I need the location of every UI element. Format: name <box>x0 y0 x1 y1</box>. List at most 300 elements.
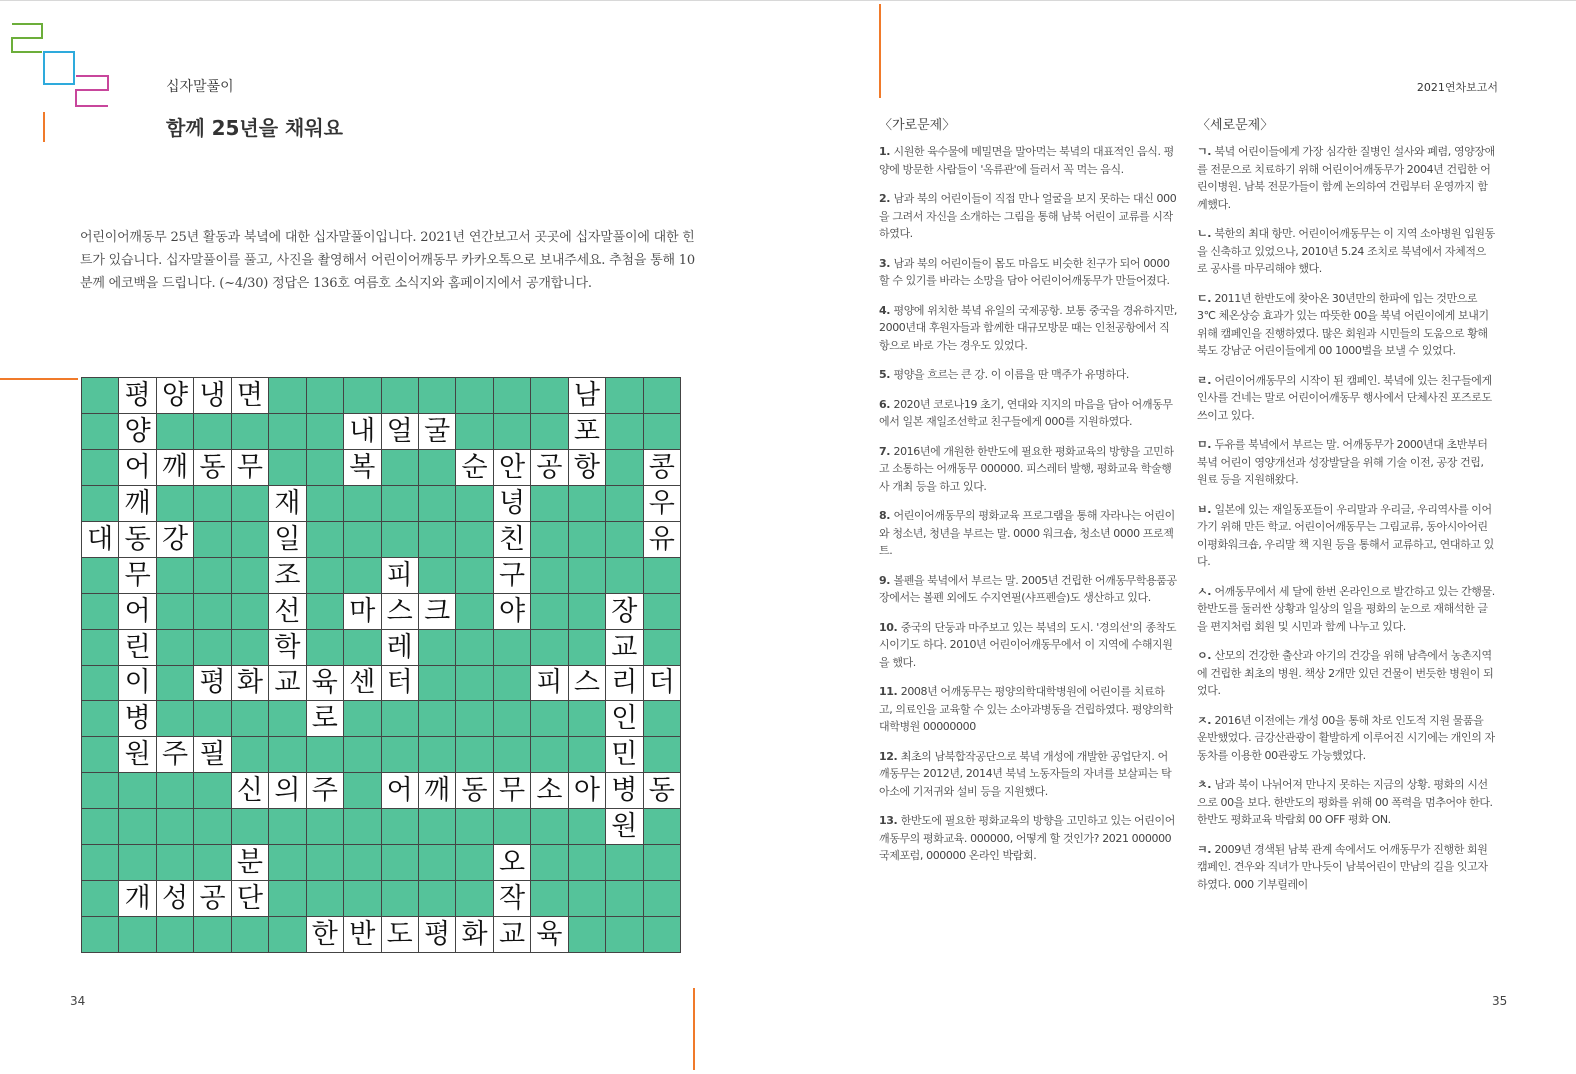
clue-text: 남과 북의 어린이들이 직접 만나 얼굴을 보지 못하는 대신 000을 그려서 자신을 소개하는 그림을 통해 남북 어린이 교류를 시작하였다. <box>879 192 1177 240</box>
grid-cell-letter: 교 <box>269 666 305 701</box>
grid-cell-empty <box>269 881 305 916</box>
grid-cell-empty <box>232 522 268 557</box>
grid-cell-letter: 학 <box>269 630 305 665</box>
down-clue-list <box>1197 143 1495 905</box>
grid-cell-empty <box>344 737 380 772</box>
clue-number: ㅋ. <box>1197 842 1215 856</box>
clue-number: 11. <box>879 685 901 698</box>
grid-cell-empty <box>569 558 605 593</box>
clue-text: 두유를 북녘에서 부르는 말. 어깨동무가 2000년대 초반부터 북녘 어린이 영양개선과 성장발달을 위해 기술 이전, 공장 건립, 원료 등을 지원해왔다. <box>1197 438 1488 486</box>
grid-cell-empty <box>644 917 680 952</box>
grid-cell-empty <box>644 701 680 736</box>
grid-cell-letter: 야 <box>494 594 530 629</box>
across-clue <box>879 748 1177 801</box>
grid-cell-empty <box>382 737 418 772</box>
top-border <box>0 0 1576 1</box>
grid-cell-empty <box>419 881 455 916</box>
grid-cell-empty <box>494 414 530 449</box>
grid-cell-letter: 내 <box>344 414 380 449</box>
grid-cell-letter: 동 <box>456 773 492 808</box>
across-heading: 〈가로문제〉 <box>879 118 956 133</box>
grid-cell-empty <box>644 558 680 593</box>
grid-cell-empty <box>194 486 230 521</box>
grid-cell-letter: 굴 <box>419 414 455 449</box>
grid-cell-empty <box>606 414 642 449</box>
grid-cell-letter: 교 <box>606 630 642 665</box>
grid-cell-empty <box>82 666 118 701</box>
grid-cell-letter: 얼 <box>382 414 418 449</box>
grid-cell-empty <box>569 845 605 880</box>
grid-cell-empty <box>194 414 230 449</box>
grid-cell-empty <box>419 701 455 736</box>
grid-cell-empty <box>494 737 530 772</box>
grid-cell-letter: 육 <box>307 666 343 701</box>
grid-cell-empty <box>569 522 605 557</box>
grid-cell-empty <box>82 737 118 772</box>
grid-cell-empty <box>344 881 380 916</box>
grid-cell-empty <box>456 522 492 557</box>
grid-cell-letter: 더 <box>644 666 680 701</box>
across-clue-list <box>879 143 1177 877</box>
grid-cell-empty <box>531 881 567 916</box>
grid-cell-letter: 병 <box>606 773 642 808</box>
grid-cell-empty <box>606 450 642 485</box>
grid-cell-empty <box>494 630 530 665</box>
clue-number: ㄹ. <box>1197 373 1215 387</box>
grid-cell-letter: 공 <box>531 450 567 485</box>
grid-cell-letter: 항 <box>569 450 605 485</box>
across-clue <box>879 619 1177 672</box>
grid-cell-letter: 민 <box>606 737 642 772</box>
clue-number: 4. <box>879 303 894 317</box>
grid-cell-empty <box>644 737 680 772</box>
clue-text: 2020년 코로나19 초기, 연대와 지지의 마음을 담아 어깨동무에서 일본 재일조선학교 친구들에게 000를 지원하였다. <box>879 397 1173 428</box>
report-title: 2021연차보고서 <box>1416 81 1498 94</box>
clue-number: 5. <box>879 368 894 381</box>
grid-cell-letter: 양 <box>119 414 155 449</box>
grid-cell-empty <box>382 378 418 413</box>
grid-cell-letter: 남 <box>569 378 605 413</box>
clue-text: 일본에 있는 재일동포들이 우리말과 우리글, 우리역사를 이어가기 위해 만든 학교. 어린이어깨동무는 그림교류, 동아시아어린이평화워크숍, 우리말 책 지원 등을 통해서 교류하고, 연대하고 있다. <box>1197 502 1494 568</box>
page-number-right: 35 <box>1492 994 1508 1008</box>
grid-cell-letter: 면 <box>232 378 268 413</box>
grid-cell-empty <box>494 666 530 701</box>
clue-text: 어린이어깨동무의 시작이 된 캠페인. 북녘에 있는 친구들에게 인사를 건네는 말로 어린이어깨동무 행사에서 단체사진 포즈로도 쓰이고 있다. <box>1197 373 1492 422</box>
clue-number: ㅊ. <box>1197 778 1215 791</box>
grid-cell-empty <box>531 594 567 629</box>
grid-cell-empty <box>344 701 380 736</box>
grid-cell-letter: 스 <box>382 594 418 629</box>
section-label: 십자말풀이 <box>166 79 234 95</box>
grid-cell-empty <box>569 701 605 736</box>
grid-cell-letter: 피 <box>382 558 418 593</box>
grid-cell-empty <box>344 558 380 593</box>
grid-cell-empty <box>644 414 680 449</box>
grid-cell-empty <box>456 378 492 413</box>
grid-cell-empty <box>531 522 567 557</box>
clue-text: 평양에 위치한 북녘 유일의 국제공항. 보통 중국을 경유하지만, 2000년대 후원자들과 함께한 대규모방문 때는 인천공항에서 직항으로 바로 가는 경우도 있었다. <box>879 303 1177 352</box>
grid-cell-empty <box>269 845 305 880</box>
grid-cell-empty <box>456 701 492 736</box>
grid-cell-letter: 무 <box>232 450 268 485</box>
grid-cell-empty <box>382 701 418 736</box>
grid-cell-letter: 필 <box>194 737 230 772</box>
grid-cell-empty <box>194 522 230 557</box>
grid-cell-letter: 단 <box>232 881 268 916</box>
grid-cell-letter: 주 <box>307 773 343 808</box>
grid-cell-empty <box>531 378 567 413</box>
grid-cell-empty <box>82 917 118 952</box>
grid-cell-letter: 무 <box>119 558 155 593</box>
grid-cell-empty <box>232 917 268 952</box>
grid-cell-empty <box>82 809 118 844</box>
grid-cell-letter: 소 <box>531 773 567 808</box>
grid-cell-empty <box>232 809 268 844</box>
down-clue <box>1197 647 1495 700</box>
grid-cell-empty <box>456 666 492 701</box>
clue-number: 1. <box>879 145 894 158</box>
intro-paragraph: 어린이어깨동무 25년 활동과 북녘에 대한 십자말풀이입니다. 2021년 연간보고서 곳곳에 십자말풀이에 대한 힌트가 있습니다. 십자말풀이를 풀고, 사진을 촬영해서 어린이어깨동무 카카오톡으로 보내주세요. 추첨을 통해 10분께 에코백을 드립니다. (~4/30) 정답은 136호 여름호 소식지와 홈페이지에서 공개합니다. <box>80 230 695 291</box>
grid-cell-empty <box>606 378 642 413</box>
grid-cell-empty <box>307 630 343 665</box>
grid-cell-letter: 화 <box>232 666 268 701</box>
grid-cell-empty <box>82 630 118 665</box>
grid-cell-empty <box>419 378 455 413</box>
grid-cell-empty <box>194 594 230 629</box>
grid-cell-letter: 피 <box>531 666 567 701</box>
grid-cell-letter: 평 <box>119 378 155 413</box>
grid-cell-empty <box>382 450 418 485</box>
clue-text: 2016년 이전에는 개성 00을 통해 차로 인도적 지원 물품을 운반했었다. 금강산관광이 활발하게 이루어진 시기에는 개인의 자동차를 이용한 00관광도 가능했었다. <box>1197 713 1495 762</box>
accent-bar-bottom <box>693 988 695 1070</box>
grid-cell-empty <box>82 845 118 880</box>
grid-cell-letter: 복 <box>344 450 380 485</box>
grid-cell-empty <box>419 522 455 557</box>
grid-cell-letter: 의 <box>269 773 305 808</box>
grid-cell-empty <box>82 773 118 808</box>
down-clue <box>1197 372 1495 425</box>
grid-cell-empty <box>456 558 492 593</box>
grid-cell-empty <box>269 701 305 736</box>
grid-cell-empty <box>344 845 380 880</box>
clue-number: 13. <box>879 814 901 827</box>
across-clue <box>879 812 1177 865</box>
clue-number: 6. <box>879 397 894 411</box>
grid-cell-empty <box>419 809 455 844</box>
grid-cell-letter: 린 <box>119 630 155 665</box>
grid-cell-letter: 어 <box>119 450 155 485</box>
across-clue <box>879 190 1177 243</box>
grid-cell-empty <box>232 594 268 629</box>
grid-cell-empty <box>419 486 455 521</box>
grid-cell-empty <box>269 414 305 449</box>
grid-cell-empty <box>232 701 268 736</box>
clue-number: 2. <box>879 192 894 205</box>
grid-cell-empty <box>531 809 567 844</box>
grid-cell-empty <box>194 701 230 736</box>
grid-cell-empty <box>456 630 492 665</box>
clue-text: 북한의 최대 항만. 어린이어깨동무는 이 지역 소아병원 입원동을 신축하고 있었으나, 2010년 5.24 조치로 북녘에서 자체적으로 공사를 마무리해야 했다. <box>1197 227 1495 275</box>
clue-number: 9. <box>879 573 894 587</box>
grid-cell-letter: 병 <box>119 701 155 736</box>
grid-cell-empty <box>644 881 680 916</box>
clue-text: 2011년 한반도에 찾아온 30년만의 한파에 입는 것만으로 3℃ 체온상승 효과가 있는 따뜻한 00을 북녘 어린이에게 보내기 위해 캠페인을 진행하였다. 많은 회원과 시민들의 도움으로 황해북도 강남군 어린이들에게 00 1000벌을 보낼 수 있었다. <box>1197 291 1489 357</box>
grid-cell-letter: 포 <box>569 414 605 449</box>
grid-cell-empty <box>119 845 155 880</box>
page-number-left: 34 <box>70 994 86 1008</box>
grid-cell-empty <box>119 773 155 808</box>
grid-cell-empty <box>531 845 567 880</box>
grid-cell-empty <box>419 630 455 665</box>
grid-cell-letter: 냉 <box>194 378 230 413</box>
grid-cell-empty <box>157 594 193 629</box>
grid-cell-empty <box>344 378 380 413</box>
clue-text: 평양을 흐르는 큰 강. 이 이름을 딴 맥주가 유명하다. <box>893 368 1129 381</box>
down-clue <box>1197 436 1495 489</box>
clue-number: 8. <box>879 509 894 522</box>
accent-bar-top-left <box>43 112 45 142</box>
grid-cell-empty <box>419 737 455 772</box>
clue-number: 3. <box>879 256 894 270</box>
grid-cell-letter: 반 <box>344 917 380 952</box>
clue-number: ㅈ. <box>1197 713 1215 727</box>
grid-cell-empty <box>307 378 343 413</box>
accent-bar-grid <box>0 378 78 380</box>
grid-cell-empty <box>157 558 193 593</box>
grid-cell-empty <box>194 809 230 844</box>
grid-cell-empty <box>644 809 680 844</box>
grid-cell-letter: 강 <box>157 522 193 557</box>
grid-cell-empty <box>494 378 530 413</box>
grid-cell-empty <box>382 809 418 844</box>
across-clue <box>879 683 1177 736</box>
grid-cell-empty <box>307 414 343 449</box>
grid-cell-empty <box>82 594 118 629</box>
grid-cell-empty <box>232 414 268 449</box>
clue-text: 한반도에 필요한 평화교육의 방향을 고민하고 있는 어린이어깨동무의 평화교육. 000000, 어떻게 할 것인가? 2021 000000 국제포럼, 000000 온라인 박람회. <box>879 814 1175 862</box>
page-title: 함께 25년을 채워요 <box>166 116 343 140</box>
grid-cell-empty <box>232 558 268 593</box>
grid-cell-empty <box>569 630 605 665</box>
clue-text: 어깨동무에서 세 달에 한번 온라인으로 발간하고 있는 간행물. 한반도를 둘러싼 상황과 일상의 일을 평화의 눈으로 재해석한 글을 편지처럼 회원 및 시민과 함께 나누고 있다. <box>1197 584 1495 633</box>
grid-cell-letter: 친 <box>494 522 530 557</box>
accent-bar-right-page <box>879 4 881 98</box>
grid-cell-empty <box>606 881 642 916</box>
grid-cell-empty <box>194 558 230 593</box>
grid-cell-empty <box>419 558 455 593</box>
corner-decoration-icon <box>0 10 120 130</box>
down-clue <box>1197 143 1495 213</box>
clue-number: 7. <box>879 444 894 458</box>
down-clue <box>1197 712 1495 765</box>
grid-cell-letter: 동 <box>644 773 680 808</box>
grid-cell-letter: 안 <box>494 450 530 485</box>
grid-cell-empty <box>344 630 380 665</box>
grid-cell-empty <box>82 414 118 449</box>
grid-cell-empty <box>157 486 193 521</box>
grid-cell-empty <box>531 486 567 521</box>
clue-text: 2008년 어깨동무는 평양의학대학병원에 어린이를 치료하고, 의료인을 교육할 수 있는 소아과병동을 건립하였다. 평양의학대학병원 00000000 <box>879 685 1173 733</box>
down-clue <box>1197 290 1495 360</box>
clue-text: 시원한 육수물에 메밀면을 말아먹는 북녘의 대표적인 음식. 평양에 방문한 사람들이 '옥류관'에 들러서 꼭 먹는 음식. <box>879 145 1174 176</box>
grid-cell-empty <box>606 558 642 593</box>
grid-cell-letter: 대 <box>82 522 118 557</box>
across-clue <box>879 572 1177 607</box>
grid-cell-letter: 오 <box>494 845 530 880</box>
grid-cell-letter: 이 <box>119 666 155 701</box>
clue-text: 볼펜을 북녘에서 부르는 말. 2005년 건립한 어깨동무학용품공장에서는 볼펜 외에도 수지연필(샤프펜슬)도 생산하고 있다. <box>879 573 1177 604</box>
clue-text: 최초의 남북합작공단으로 북녘 개성에 개발한 공업단지. 어깨동무는 2012년, 2014년 북녘 노동자들의 자녀를 보살피는 탁아소에 기저귀와 설비 등을 지원했다. <box>879 749 1172 798</box>
grid-cell-empty <box>419 845 455 880</box>
grid-cell-empty <box>157 666 193 701</box>
clue-text: 남과 북이 나뉘어져 만나지 못하는 지금의 상황. 평화의 시선으로 00을 보다. 한반도의 평화를 위해 00 폭력을 멈추어야 한다. 한반도 평화교육 박람회 00 OFF 평화 ON. <box>1197 778 1493 826</box>
grid-cell-empty <box>194 917 230 952</box>
grid-cell-empty <box>606 845 642 880</box>
grid-cell-letter: 교 <box>494 917 530 952</box>
clue-number: ㄱ. <box>1197 145 1215 158</box>
grid-cell-letter: 유 <box>644 522 680 557</box>
grid-cell-empty <box>531 558 567 593</box>
grid-cell-letter: 원 <box>119 737 155 772</box>
grid-cell-empty <box>456 486 492 521</box>
grid-cell-empty <box>644 630 680 665</box>
across-clue <box>879 366 1177 384</box>
grid-cell-letter: 콩 <box>644 450 680 485</box>
grid-cell-letter: 주 <box>157 737 193 772</box>
grid-cell-empty <box>644 594 680 629</box>
grid-cell-letter: 크 <box>419 594 455 629</box>
grid-cell-empty <box>269 917 305 952</box>
grid-cell-letter: 한 <box>307 917 343 952</box>
grid-cell-letter: 재 <box>269 486 305 521</box>
grid-cell-letter: 리 <box>606 666 642 701</box>
grid-cell-empty <box>606 486 642 521</box>
grid-cell-letter: 어 <box>119 594 155 629</box>
grid-cell-empty <box>419 450 455 485</box>
grid-cell-letter: 무 <box>494 773 530 808</box>
grid-cell-empty <box>269 737 305 772</box>
grid-cell-letter: 평 <box>194 666 230 701</box>
grid-cell-letter: 화 <box>456 917 492 952</box>
across-clue <box>879 507 1177 560</box>
grid-cell-letter: 우 <box>644 486 680 521</box>
grid-cell-empty <box>344 773 380 808</box>
clue-number: ㄷ. <box>1197 291 1215 305</box>
grid-cell-empty <box>344 486 380 521</box>
grid-cell-letter: 인 <box>606 701 642 736</box>
grid-cell-letter: 양 <box>157 378 193 413</box>
grid-cell-letter: 로 <box>307 701 343 736</box>
clue-number: ㅂ. <box>1197 502 1215 516</box>
clue-number: ㅅ. <box>1197 584 1215 598</box>
grid-cell-letter: 평 <box>419 917 455 952</box>
grid-cell-empty <box>344 522 380 557</box>
grid-cell-empty <box>307 845 343 880</box>
down-clue <box>1197 776 1495 829</box>
grid-cell-letter: 조 <box>269 558 305 593</box>
down-clue <box>1197 583 1495 636</box>
grid-cell-letter: 일 <box>269 522 305 557</box>
down-heading: 〈세로문제〉 <box>1197 118 1274 133</box>
grid-cell-letter: 마 <box>344 594 380 629</box>
grid-cell-empty <box>531 630 567 665</box>
grid-cell-empty <box>307 881 343 916</box>
grid-cell-letter: 깨 <box>119 486 155 521</box>
grid-cell-empty <box>82 450 118 485</box>
grid-cell-letter: 작 <box>494 881 530 916</box>
grid-cell-empty <box>269 809 305 844</box>
grid-cell-letter: 레 <box>382 630 418 665</box>
grid-cell-empty <box>157 701 193 736</box>
grid-cell-letter: 장 <box>606 594 642 629</box>
grid-cell-letter: 동 <box>119 522 155 557</box>
grid-cell-empty <box>194 630 230 665</box>
grid-cell-empty <box>232 486 268 521</box>
grid-cell-letter: 선 <box>269 594 305 629</box>
grid-cell-empty <box>82 378 118 413</box>
grid-cell-empty <box>569 737 605 772</box>
grid-cell-letter: 육 <box>531 917 567 952</box>
grid-cell-empty <box>644 845 680 880</box>
clue-number: 12. <box>879 749 901 763</box>
grid-cell-empty <box>569 594 605 629</box>
grid-cell-letter: 순 <box>456 450 492 485</box>
grid-cell-empty <box>531 737 567 772</box>
grid-cell-empty <box>194 773 230 808</box>
clue-text: 남과 북의 어린이들이 몸도 마음도 비슷한 친구가 되어 0000할 수 있기를 바라는 소망을 담아 어린이어깨동무가 만들어졌다. <box>879 256 1170 287</box>
grid-cell-empty <box>232 630 268 665</box>
grid-cell-empty <box>456 414 492 449</box>
clue-text: 북녘 어린이들에게 가장 심각한 질병인 설사와 폐렴, 영양장애를 전문으로 치료하기 위해 어린이어깨동무가 2004년 건립한 어린이병원. 남북 전문가들이 함께 논의하여 건립부터 운영까지 함께했다. <box>1197 145 1495 211</box>
grid-cell-letter: 원 <box>606 809 642 844</box>
grid-cell-empty <box>157 773 193 808</box>
grid-cell-empty <box>569 917 605 952</box>
grid-cell-letter: 어 <box>382 773 418 808</box>
grid-cell-empty <box>419 666 455 701</box>
grid-cell-empty <box>569 881 605 916</box>
grid-cell-empty <box>269 378 305 413</box>
clue-text: 어린이어깨동무의 평화교육 프로그램을 통해 자라나는 어린이와 청소년, 청년을 부르는 말. 0000 워크숍, 청소년 0000 프로젝트. <box>879 509 1175 557</box>
grid-cell-empty <box>307 558 343 593</box>
clue-text: 산모의 건강한 출산과 아기의 건강을 위해 남측에서 농촌지역에 건립한 최초의 병원. 책상 2개만 있던 건물이 번듯한 병원이 되었다. <box>1197 649 1494 697</box>
grid-cell-empty <box>157 845 193 880</box>
clue-number: ㄴ. <box>1197 227 1215 240</box>
grid-cell-letter: 아 <box>569 773 605 808</box>
grid-cell-empty <box>382 881 418 916</box>
grid-cell-letter: 개 <box>119 881 155 916</box>
across-clue <box>879 396 1177 431</box>
grid-cell-empty <box>644 378 680 413</box>
grid-cell-empty <box>494 701 530 736</box>
grid-cell-letter: 스 <box>569 666 605 701</box>
grid-cell-empty <box>157 630 193 665</box>
across-clue <box>879 443 1177 496</box>
grid-cell-empty <box>307 737 343 772</box>
clue-text: 2016년에 개원한 한반도에 필요한 평화교육의 방향을 고민하고 소통하는 어깨동무 000000. 피스레터 발행, 평화교육 학술행사 개최 등을 하고 있다. <box>879 444 1174 493</box>
grid-cell-letter: 동 <box>194 450 230 485</box>
grid-cell-empty <box>606 522 642 557</box>
grid-cell-empty <box>382 486 418 521</box>
grid-cell-letter: 분 <box>232 845 268 880</box>
clue-text: 중국의 단둥과 마주보고 있는 북녘의 도시. '경의선'의 종착도시이기도 하다. 2010년 어린이어깨동무에서 이 지역에 수해지원을 했다. <box>879 620 1177 669</box>
grid-cell-empty <box>82 881 118 916</box>
clue-text: 2009년 경색된 남북 관계 속에서도 어깨동무가 진행한 회원 캠페인. 견우와 직녀가 만나듯이 남북어린이 만남의 길을 잇고자 하였다. 000 기부릴레이 <box>1197 842 1488 891</box>
clue-number: 10. <box>879 620 901 634</box>
grid-cell-empty <box>82 701 118 736</box>
grid-cell-empty <box>456 594 492 629</box>
grid-cell-letter: 공 <box>194 881 230 916</box>
grid-cell-empty <box>232 737 268 772</box>
